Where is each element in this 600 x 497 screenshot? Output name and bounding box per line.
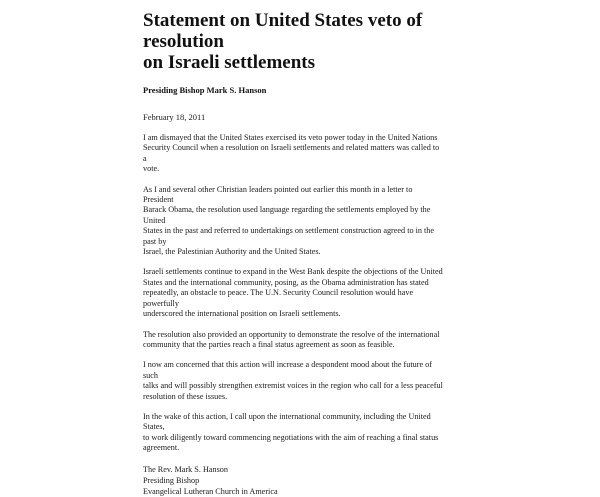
signature-organization: Evangelical Lutheran Church in America [143, 486, 278, 496]
paragraph-1: I am dismayed that the United States exercised its veto power today in the United Nations Security Council when a resolution on Israeli settlements and related matters was called to a vote. [143, 133, 440, 174]
signature-name: The Rev. Mark S. Hanson [143, 464, 228, 474]
date: February 18, 2011 [143, 112, 206, 122]
paragraph-2: As I and several other Christian leaders pointed out earlier this month in a letter to President Barack Obama, the resolution used language regarding the settlements employed by the United States in the past and referred to undertakings on settlement construction agreed to in the past by Israel, the Palestinian Authority and the United States. [143, 184, 435, 257]
paragraph-3: Israeli settlements continue to expand in the West Bank despite the objections of the United States and the international community, posing, as the Obama administration has stated repeatedly, an obstacle to peace. The U.N. Security Council resolution would have powerfully underscored the international position on Israeli settlements. [143, 267, 443, 319]
paragraph-4: The resolution also provided an opportunity to demonstrate the resolve of the international community that the parties reach a final status agreement as soon as feasible. [143, 329, 440, 349]
page-title [143, 10, 443, 73]
document-body [143, 10, 443, 497]
title-line-1: Statement on United States veto of resolution [143, 10, 423, 52]
signature-block [143, 464, 443, 497]
title-line-2: on Israeli settlements [143, 52, 316, 73]
byline: Presiding Bishop Mark S. Hanson [143, 85, 267, 95]
signature-role: Presiding Bishop [143, 475, 200, 485]
paragraph-6: In the wake of this action, I call upon the international community, including the United States, to work diligently toward commencing negotiations with the aim of reaching a final status agreement. [143, 411, 439, 453]
paragraph-5: I now am concerned that this action will increase a despondent mood about the future of such talks and will possibly strengthen extremist voices in the region who call for a less peaceful resolution of these issues. [143, 360, 443, 401]
